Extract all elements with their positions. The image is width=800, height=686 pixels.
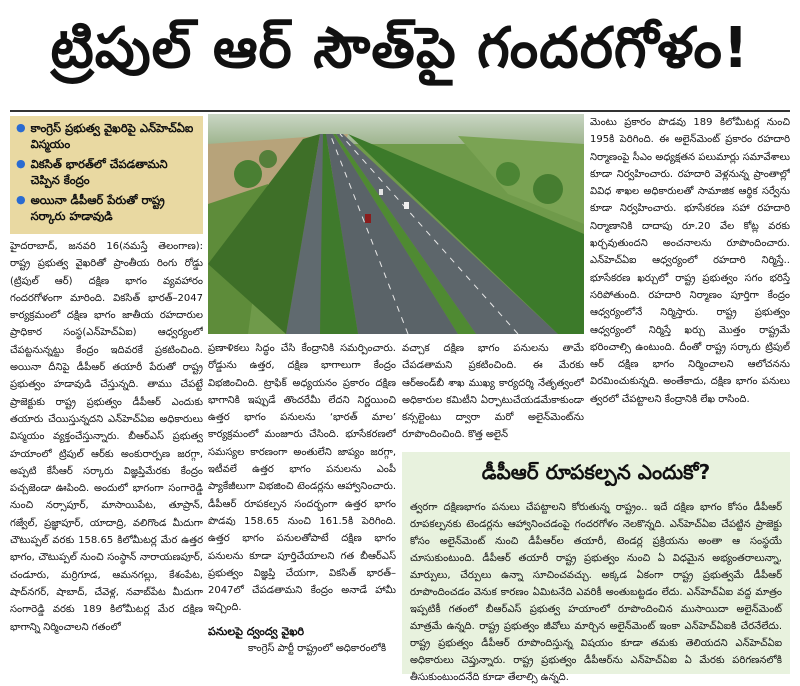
bullet-dot-icon: ● [16, 157, 26, 170]
headline: ట్రిపుల్ ఆర్ సౌత్‌పై గందరగోళం! [50, 15, 750, 81]
highway-photo-illustration [208, 114, 584, 334]
article-column-3: వచ్చాక దక్షిణ భాగం పనులను తామే చేపడతామని ప్రకటించింది. ఈ మేరకు ఆర్‌అండ్‌బీ శాఖ ముఖ్య కార్యదర్శి నేతృత్వంలో అధికారుల కమిటీని ఏర్పాటుచేయడమేకాకుండా కన్సల్టెంటు ద్వారా మరో అలైన్‌మెంట్‌ను రూపొందించింది. కొత్త అలైన్ [402, 343, 584, 441]
bullet-item [16, 156, 197, 188]
headline-area [0, 0, 800, 110]
column-2-tail: కాంగ్రెస్ పార్టీ రాష్ట్రంలో అధికారంలోకి [248, 643, 387, 655]
headline-rule [10, 110, 790, 112]
bullet-text: కాంగ్రెస్ ప్రభుత్వ వైఖరిపై ఎన్‌హెచ్ఏఐ విస్మయం [30, 121, 194, 151]
highway-aerial-photo [208, 114, 584, 334]
article-column-2 [208, 340, 396, 673]
article-column-1: హైదరాబాద్, జనవరి 16(నమస్తే తెలంగాణ): రాష్ట్ర ప్రభుత్వ వైఖరితో ప్రాంతీయ రింగు రోడ్డు (ట్రిపుల్ ఆర్) దక్షిణ భాగం వ్యవహారం గందరగోళంగా మారింది. వికసిత్ భారత్–2047 కార్యక్రమంలో దక్షిణ భాగం జాతీయ రహదారుల ప్రాధికార సంస్థ(ఎన్‌హెచ్ఏఐ) ఆధ్వర్యంలో చేపట్టనున్నట్టు కేంద్రం ఇదివరకే ప్రకటించింది. అయినా దీనిపై డీపీఆర్ తయారీ పేరుతో రాష్ట్ర ప్రభుత్వం హడావుడి చేస్తున్నది. తాము చేపట్టే ప్రాజెక్టుకు రాష్ట్ర ప్రభుత్వం డీపీఆర్ ఎందుకు తయారు చేయిస్తున్నదని ఎన్‌హెచ్ఏఐ అధికారులు విస్మయం వ్యక్తంచేస్తున్నారు. బీఆర్ఎస్ ప్రభుత్వ హయాంలో ట్రిపుల్ ఆర్‌కు అంకురార్పణ జరగ్గా, అప్పటి కేసీఆర్ సర్కారు విజ్ఞప్తిమేరకు కేంద్రం పచ్చజెండా ఊపింది. అందులో భాగంగా సంగారెడ్డి నుంచి నర్సాపూర్, మాసాయిపేట, తూప్రాన్, గజ్వేల్, ప్రజ్ఞాపూర్, యాదాద్రి, వలిగొండ మీదుగా చౌటుప్పల్ వరకు 158.65 కిలోమీటర్ల మేర ఉత్తర భాగం, చౌటుప్పల్ నుంచి సంస్థాన్ నారాయణపూర్, చండూరు, మర్రిగూడ, ఆమనగల్లు, కేశంపేట, షాద్‌నగర్, షాబాద్, చేవెళ్ల, నవాబ్‌పేట మీదుగా సంగారెడ్డి వరకు 189 కిలోమీటర్ల మేర దక్షిణ భాగాన్ని నిర్మించాలని గతంలో [10, 241, 203, 633]
column-2-text: ప్రణాళికలు సిద్ధం చేసి కేంద్రానికి సమర్పించారు. రోడ్డును ఉత్తర, దక్షిణ భాగాలుగా కేంద్రం విభజించింది. ట్రాఫిక్ అధ్యయనం ప్రకారం దక్షిణ భాగానికి ఇప్పుడే తొందరేమీ లేదని నిర్ణయించి ఉత్తర భాగం పనులను ‘భారత్ మాల’ కార్యక్రమంలో మంజూరు చేసింది. భూసేకరణలో సమస్యల కారణంగా అంతులేని జాప్యం జరగ్గా, ఇటీవలే ఉత్తర భాగం పనులను ఎంపీ ప్యాకేజీలుగా విభజించి టెండర్లను ఆహ్వానించారు. డీపీఆర్ రూపకల్పన సందర్భంగా ఉత్తర భాగం పొడవు 158.65 నుంచి 161.5కి పెరిగింది. ఉత్తర భాగం పనులతోపాటే దక్షిణ భాగం పనులను కూడా పూర్తిచేయాలని గత బీఆర్ఎస్ ప్రభుత్వం విజ్ఞప్తి చేయగా, వికసిత్ భారత్–2047లో చేపడతామని కేంద్రం అనాడే హామీ ఇచ్చింది. [208, 343, 396, 614]
bullet-dot-icon: ● [16, 121, 26, 134]
bullet-text: అయినా డీపీఆర్ పేరుతో రాష్ట్ర సర్కారు హడావుడి [30, 193, 165, 223]
bullet-dot-icon: ● [16, 193, 26, 206]
bullet-box [10, 116, 203, 234]
article-column-4: మెంటు ప్రకారం పొడవు 189 కిలోమీటర్ల నుంచి 195కి పెరిగింది. ఈ అలైన్‌మెంట్ ప్రకారం రహదారి నిర్మాణంపై సీఎం అధ్యక్షతన పలుమార్లు సమావేశాలు కూడా నిర్వహించారు. రహదారి వెళ్లనున్న ప్రాంతాల్లో వివిధ శాఖల అధికారులతో సామాజిక ఆర్థిక సర్వేను కూడా నిర్వహించారు. భూసేకరణ సహా రహదారి నిర్మాణానికి దాదాపు రూ.20 వేల కోట్ల వరకు ఖర్చవుతుందని అంచనాలను రూపొందించారు. ఎన్‌హెచ్ఏఐ ఆధ్వర్యంలో రహదారి నిర్మిస్తే.. భూసేకరణ ఖర్చులో రాష్ట్ర ప్రభుత్వం సగం భరిస్తే సరిపోతుంది. రహదారి నిర్మాణం పూర్తిగా కేంద్రం ఆధ్వర్యంలోనే నిర్మిస్తారు. రాష్ట్ర ప్రభుత్వం ఆధ్వర్యంలో నిర్మిస్తే ఖర్చు మొత్తం రాష్ట్రమే భరించాల్సి ఉంటుంది. దీంతో రాష్ట్ర సర్కారు ట్రిపుల్ ఆర్ దక్షిణ భాగం నిర్మించాలని ఆలోచనను విరమించుకున్నది. అంతేకాదు, దక్షిణ భాగం పనులు త్వరలో చేపట్టాలని కేంద్రానికి లేఖ రాసింది. [590, 117, 790, 405]
subheading: పనులపై ద్వంద్వ వైఖరి [208, 624, 305, 638]
sidebar-box-body: త్వరగా దక్షిణభాగం పనులు చేపట్టాలని కోరుతున్న రాష్ట్రం.. ఇదే దక్షిణ భాగం కోసం డీపీఆర్ రూపకల్పనకు టెండర్లను ఆహ్వానించడంపై గందరగోళం నెలకొన్నది. ఎన్‌హెచ్ఏఐ చేపట్టిన ప్రాజెక్టు కోసం అలైన్‌మెంట్ నుంచి డీపీఆర్‌ల తయారీ, టెండర్ల ప్రక్రియను అంతా ఆ సంస్థయే చూసుకుంటుంది. డీపీఆర్ తయారీ రాష్ట్ర ప్రభుత్వం నుంచి ఏ విధమైన అభ్యంతరాలున్నా, మార్పులు, చేర్పులు ఉన్నా సూచించవచ్చు. అక్కడ ఏకంగా రాష్ట్ర ప్రభుత్వమే డీపీఆర్ రూపొందించడం వెనుక కారణం ఏమిటనేది ఎవరికీ అంతుబట్టడం లేదు. ఎన్‌హెచ్ఏఐ వద్ద మాత్రం ఇప్పటికీ గతంలో బీఆర్ఎస్ ప్రభుత్వ హయాంలో రూపొందించిన ముసాయిదా అలైన్‌మెంట్ మాత్రమే ఉన్నది. రాష్ట్ర ప్రభుత్వం జీవోలు మార్చిన అలైన్‌మెంట్ ఇంకా ఎన్‌హెచ్ఏఐకి చేరనేలేదు. రాష్ట్ర ప్రభుత్వం డీపీఆర్ రూపొందిస్తున్న విషయం కూడా తమకు తెలియదని ఎన్‌హెచ్ఏఐ అధికారులు చెప్తున్నారు. రాష్ట్ర ప్రభుత్వం డీపీఆర్‌ను ఎన్‌హెచ్ఏఐ ఏ మేరకు పరిగణనలోకి తీసుకుంటుందనేది కూడా తేలాల్సి ఉన్నది. [410, 502, 782, 683]
bullet-item [16, 192, 197, 224]
bullet-item [16, 120, 197, 152]
sidebar-box [402, 452, 790, 683]
bullet-text: వికసిత్ భారత్‌లో చేపడతామని చెప్పిన కేంద్రం [30, 157, 168, 187]
sidebar-box-title: డీపీఆర్ రూపకల్పన ఎందుకో? [481, 460, 711, 484]
